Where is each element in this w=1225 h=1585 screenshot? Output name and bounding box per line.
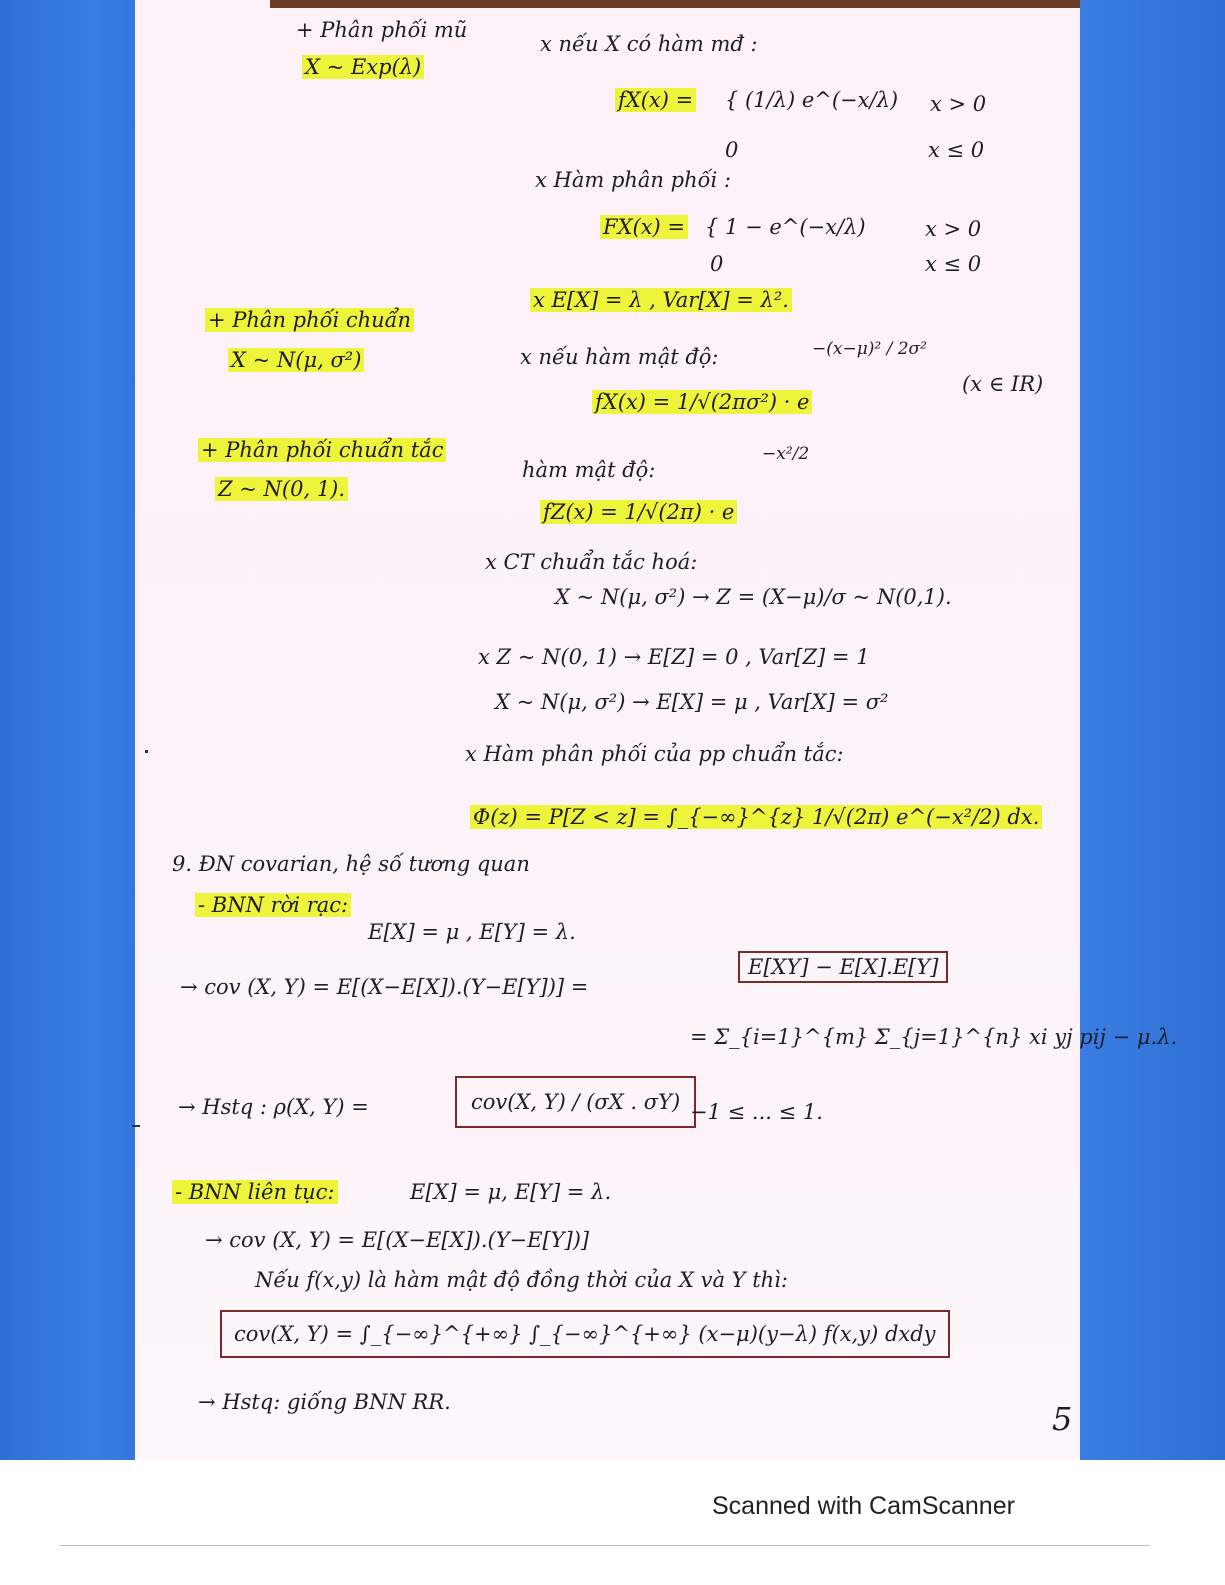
disc-corr-b: cov(X, Y) / (σX . σY) [455, 1090, 696, 1114]
std-title: + Phân phối chuẩn tắc [198, 438, 446, 462]
exp-pdf-cond1: x > 0 [930, 92, 987, 116]
cont-corr: → Hstq: giống BNN RR. [198, 1390, 451, 1414]
std-cdf-intro: x Hàm phân phối của pp chuẩn tắc: [465, 742, 844, 766]
norm-notation: X ~ N(μ, σ²) [228, 348, 364, 372]
disc-cov-b: E[XY] − E[X].E[Y] [738, 955, 948, 979]
std-moments-z: x Z ~ N(0, 1) → E[Z] = 0 , Var[Z] = 1 [478, 645, 870, 669]
std-ct-intro: x CT chuẩn tắc hoá: [485, 550, 698, 574]
norm-domain: (x ∈ IR) [962, 372, 1044, 396]
bottom-divider [60, 1545, 1150, 1546]
exp-cdf-intro: x Hàm phân phối : [535, 168, 731, 192]
cov-title: 9. ĐN covarian, hệ số tương quan [172, 852, 530, 876]
cont-means: E[X] = μ, E[Y] = λ. [410, 1180, 612, 1204]
exp-cdf-case1: { 1 − e^(−x/λ) [705, 215, 866, 239]
std-moments-x: X ~ N(μ, σ²) → E[X] = μ , Var[X] = σ² [495, 690, 889, 714]
std-pdf-exp: −x²/2 [762, 444, 810, 464]
norm-pdf-exp: −(x−μ)² / 2σ² [812, 339, 927, 359]
disc-corr-range: −1 ≤ ... ≤ 1. [690, 1100, 823, 1124]
blue-folder-right [1078, 0, 1225, 1460]
disc-title: - BNN rời rạc: [195, 893, 351, 917]
std-pdf: fZ(x) = 1/√(2π) · e [540, 500, 737, 524]
std-pdf-intro: hàm mật độ: [522, 458, 656, 482]
cont-cov-int: cov(X, Y) = ∫_{−∞}^{+∞} ∫_{−∞}^{+∞} (x−μ)(y−λ) f(x,y) dxdy [220, 1322, 950, 1346]
exp-notation: X ~ Exp(λ) [302, 55, 424, 79]
blue-folder-left [0, 0, 135, 1460]
std-notation: Z ~ N(0, 1). [215, 477, 348, 501]
disc-corr-a: → Hstq : ρ(X, Y) = [178, 1095, 369, 1119]
scanner-watermark: Scanned with CamScanner [712, 1492, 1015, 1520]
cont-joint: Nếu f(x,y) là hàm mật độ đồng thời của X và Y thì: [255, 1268, 788, 1292]
norm-pdf: fX(x) = 1/√(2πσ²) · e [592, 390, 812, 414]
exp-cdf-lhs: FX(x) = [600, 215, 688, 239]
exp-pdf-lhs: fX(x) = [615, 88, 696, 112]
exp-moments: x E[X] = λ , Var[X] = λ². [530, 288, 792, 312]
exp-pdf-case2: 0 [725, 138, 739, 162]
std-ct: X ~ N(μ, σ²) → Z = (X−μ)/σ ~ N(0,1). [555, 585, 952, 609]
exp-pdf-intro: x nếu X có hàm mđ : [540, 32, 758, 56]
exp-cdf-cond1: x > 0 [925, 217, 982, 241]
page-number: 5 [1052, 1400, 1073, 1438]
exp-title: + Phân phối mũ [296, 18, 468, 42]
norm-title: + Phân phối chuẩn [205, 308, 414, 332]
exp-cdf-cond2: x ≤ 0 [925, 252, 982, 276]
disc-means: E[X] = μ , E[Y] = λ. [368, 920, 576, 944]
exp-pdf-cond2: x ≤ 0 [928, 138, 985, 162]
cont-title: - BNN liên tục: [172, 1180, 338, 1204]
margin-mark [145, 750, 148, 753]
desk-edge [270, 0, 1080, 8]
cont-cov: → cov (X, Y) = E[(X−E[X]).(Y−E[Y])] [205, 1228, 590, 1252]
exp-pdf-case1: { (1/λ) e^(−x/λ) [725, 88, 899, 112]
disc-cov-sum: = Σ_{i=1}^{m} Σ_{j=1}^{n} xi yj pij − μ.λ. [690, 1025, 1178, 1049]
margin-mark [132, 1125, 140, 1127]
exp-cdf-case2: 0 [710, 252, 724, 276]
norm-pdf-intro: x nếu hàm mật độ: [520, 345, 719, 369]
std-cdf: Φ(z) = P[Z < z] = ∫_{−∞}^{z} 1/√(2π) e^(−x²/2) dx. [470, 805, 1042, 829]
disc-cov-a: → cov (X, Y) = E[(X−E[X]).(Y−E[Y])] = [180, 975, 589, 999]
